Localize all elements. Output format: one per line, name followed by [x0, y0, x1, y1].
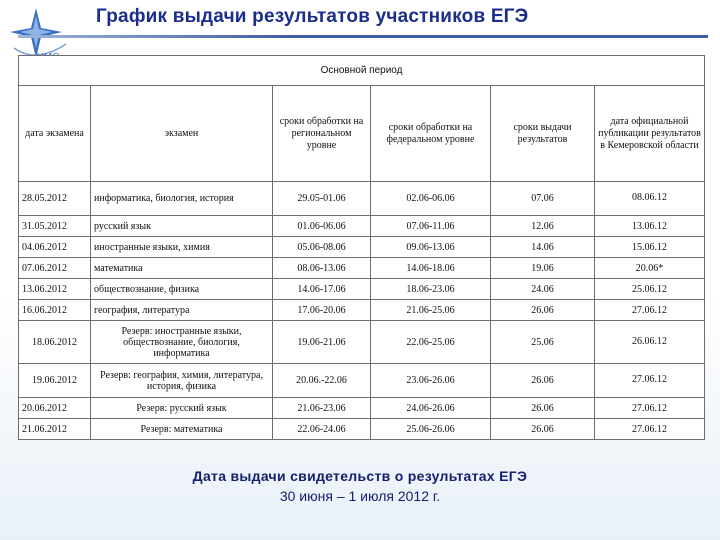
schedule-table [18, 55, 705, 440]
cell-date: 04.06.2012 [19, 237, 91, 258]
table-row [19, 237, 705, 258]
cell-date: 20.06.2012 [19, 398, 91, 419]
cell-federal: 09.06-13.06 [371, 237, 491, 258]
certificate-date-value: 30 июня – 1 июля 2012 г. [279, 488, 441, 504]
table-row [19, 419, 705, 440]
cell-issue: 12.06 [491, 216, 595, 237]
cell-issue: 26.06 [491, 398, 595, 419]
cell-regional: 08.06-13.06 [273, 258, 371, 279]
cell-date: 21.06.2012 [19, 419, 91, 440]
col-header-federal: сроки обработки на федеральном уровне [371, 86, 491, 182]
cell-exam: математика [91, 258, 273, 279]
table-row [19, 398, 705, 419]
cell-publication: 27.06.12 [595, 419, 705, 440]
col-header-exam: экзамен [91, 86, 273, 182]
cell-exam: иностранные языки, химия [91, 237, 273, 258]
page-title: График выдачи результатов участников ЕГЭ [96, 6, 529, 27]
col-header-issue: сроки выдачи результатов [491, 86, 595, 182]
cell-exam: информатика, биология, история [91, 182, 273, 216]
cell-issue: 26.06 [491, 300, 595, 321]
table-row [19, 279, 705, 300]
col-header-regional: сроки обработки на региональном уровне [273, 86, 371, 182]
cell-publication: 20.06* [595, 258, 705, 279]
cell-federal: 23.06-26.06 [371, 364, 491, 398]
cell-date: 31.05.2012 [19, 216, 91, 237]
cell-date: 16.06.2012 [19, 300, 91, 321]
cell-regional: 01.06-06.06 [273, 216, 371, 237]
table-row [19, 258, 705, 279]
period-header: Основной период [19, 56, 705, 86]
table-row [19, 364, 705, 398]
cell-issue: 26.06 [491, 364, 595, 398]
cell-publication: 26.06.12 [595, 321, 705, 364]
cell-publication: 27.06.12 [595, 364, 705, 398]
cell-regional: 19.06-21.06 [273, 321, 371, 364]
cell-issue: 14.06 [491, 237, 595, 258]
cell-regional: 29.05-01.06 [273, 182, 371, 216]
cell-federal: 07.06-11.06 [371, 216, 491, 237]
cell-publication: 13.06.12 [595, 216, 705, 237]
cell-federal: 18.06-23.06 [371, 279, 491, 300]
cell-issue: 26.06 [491, 419, 595, 440]
cell-regional: 22.06-24.06 [273, 419, 371, 440]
footer-note [0, 468, 720, 504]
table-row [19, 321, 705, 364]
cell-exam: география, литература [91, 300, 273, 321]
title-underline [18, 35, 708, 38]
col-header-date: дата экзамена [19, 86, 91, 182]
cell-federal: 25.06-26.06 [371, 419, 491, 440]
cell-exam: обществознание, физика [91, 279, 273, 300]
cell-exam: Резерв: география, химия, литература, история, физика [91, 364, 273, 398]
cell-federal: 14.06-18.06 [371, 258, 491, 279]
cell-publication: 27.06.12 [595, 398, 705, 419]
col-header-publication: дата официальной публикации результатов в Кемеровской области [595, 86, 705, 182]
cell-publication: 27.06.12 [595, 300, 705, 321]
cell-date: 13.06.2012 [19, 279, 91, 300]
cell-publication: 08.06.12 [595, 182, 705, 216]
cell-issue: 24.06 [491, 279, 595, 300]
cell-federal: 02.06-06.06 [371, 182, 491, 216]
cell-date: 19.06.2012 [19, 364, 91, 398]
cell-regional: 20.06.-22.06 [273, 364, 371, 398]
column-header-row [19, 86, 705, 182]
cell-issue: 19.06 [491, 258, 595, 279]
certificate-date-heading: Дата выдачи свидетельств о результатах ЕГЭ [192, 468, 528, 484]
cell-exam: русский язык [91, 216, 273, 237]
cell-federal: 22.06-25.06 [371, 321, 491, 364]
cell-exam: Резерв: математика [91, 419, 273, 440]
cell-publication: 25.06.12 [595, 279, 705, 300]
cell-publication: 15.06.12 [595, 237, 705, 258]
cell-exam: Резерв: русский язык [91, 398, 273, 419]
table-row [19, 216, 705, 237]
cell-issue: 25.06 [491, 321, 595, 364]
table-row [19, 182, 705, 216]
cell-date: 07.06.2012 [19, 258, 91, 279]
cell-federal: 24.06-26.06 [371, 398, 491, 419]
cell-federal: 21.06-25.06 [371, 300, 491, 321]
cell-regional: 21.06-23.06 [273, 398, 371, 419]
table-row [19, 300, 705, 321]
cell-regional: 05.06-08.06 [273, 237, 371, 258]
cell-date: 18.06.2012 [19, 321, 91, 364]
cell-regional: 14.06-17.06 [273, 279, 371, 300]
cell-exam: Резерв: иностранные языки, обществознание, биология, информатика [91, 321, 273, 364]
cell-regional: 17.06-20.06 [273, 300, 371, 321]
cell-issue: 07.06 [491, 182, 595, 216]
cell-date: 28.05.2012 [19, 182, 91, 216]
